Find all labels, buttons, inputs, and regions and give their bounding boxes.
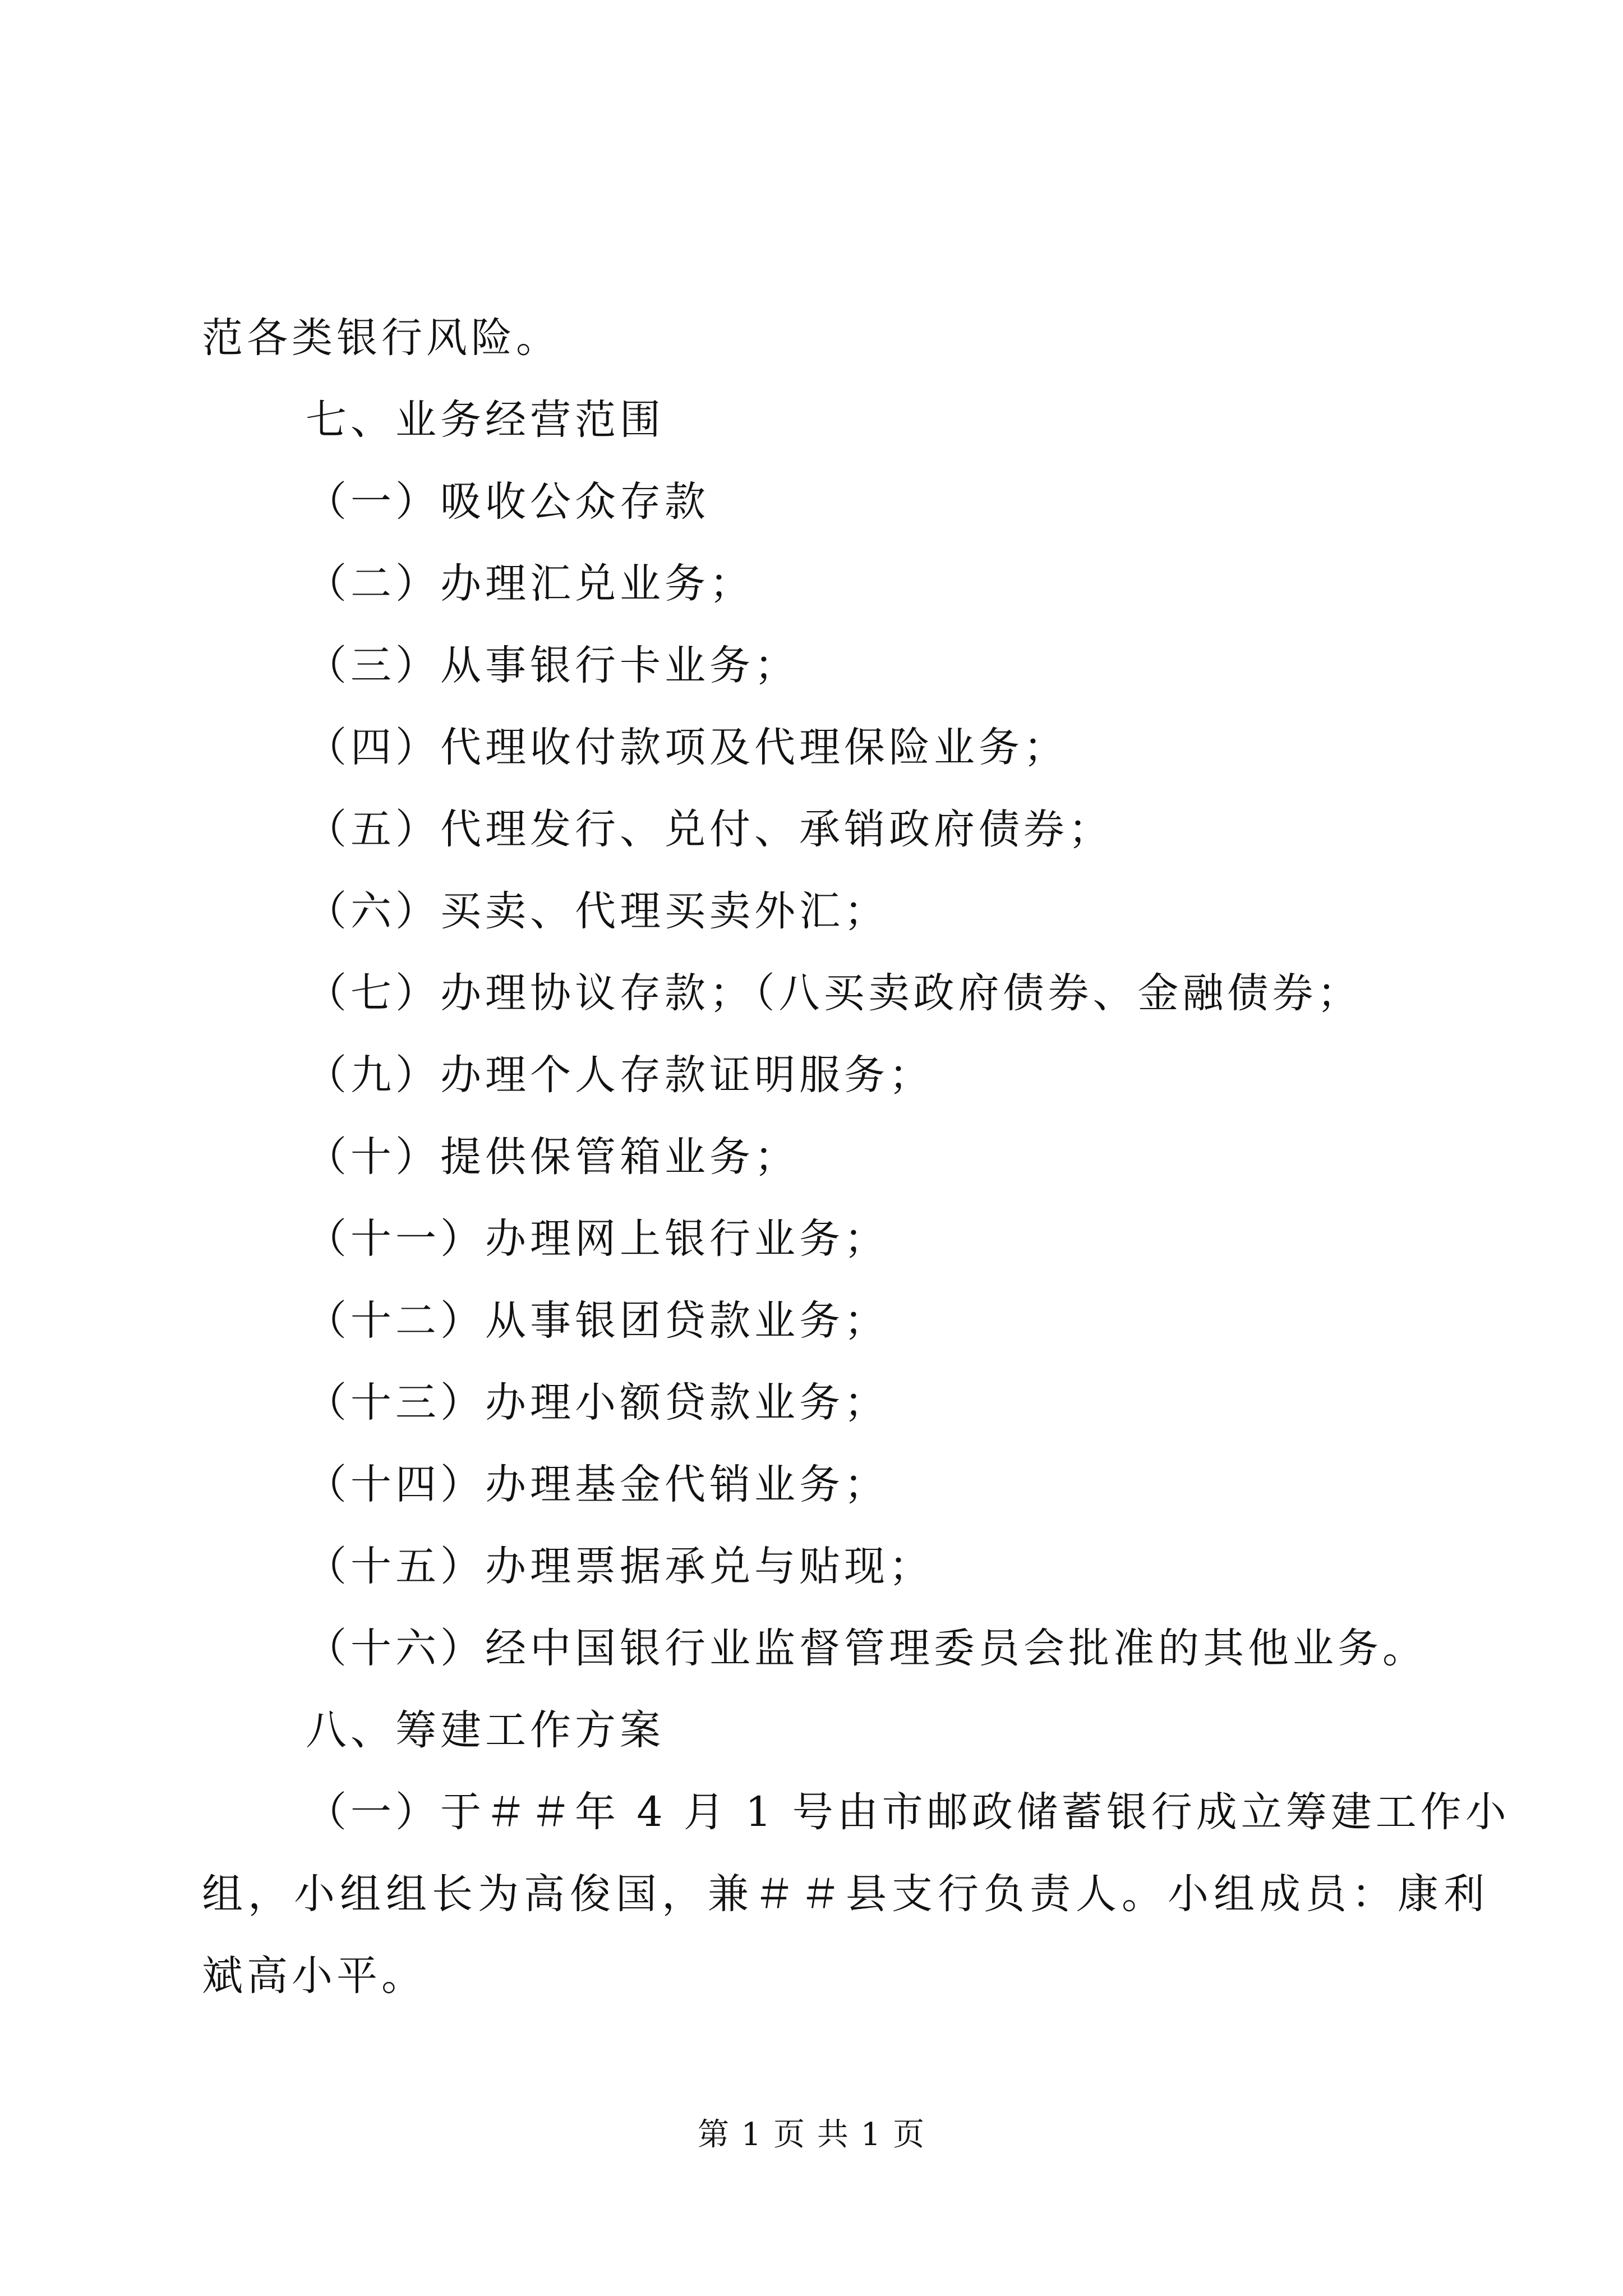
list-item: （二）办理汇兑业务； (306, 560, 754, 608)
paragraph-continuation: 范各类银行风险。 (202, 314, 561, 362)
list-item: （十一）办理网上银行业务； (306, 1215, 889, 1263)
paragraph-line: （一）于＃＃年 4 月 1 号由市邮政储蓄银行成立筹建工作小 (306, 1788, 1510, 1836)
list-item: （七）办理协议存款；（八买卖政府债券、金融债券； (306, 969, 1362, 1017)
list-item: （九）办理个人存款证明服务； (306, 1051, 934, 1099)
paragraph-line: 组，小组组长为高俊国，兼＃＃县支行负责人。小组成员：康利 (202, 1870, 1490, 1918)
list-item: （十六）经中国银行业监督管理委员会批准的其他业务。 (306, 1625, 1427, 1672)
list-item: （十）提供保管箱业务； (306, 1133, 799, 1181)
list-item: （十五）办理票据承兑与贴现； (306, 1543, 934, 1590)
list-item: （十四）办理基金代销业务； (306, 1461, 889, 1508)
list-item: （四）代理收付款项及代理保险业务； (306, 724, 1068, 771)
paragraph-line: 斌高小平。 (202, 1952, 426, 2000)
list-item: （六）买卖、代理买卖外汇； (306, 887, 889, 935)
list-item: （十三）办理小额贷款业务； (306, 1379, 889, 1427)
list-item: （五）代理发行、兑付、承销政府债券； (306, 806, 1113, 853)
page-footer: 第 1 页 共 1 页 (697, 2116, 926, 2153)
section-heading-8: 八、筹建工作方案 (306, 1706, 665, 1754)
list-item: （一）吸收公众存款 (306, 478, 709, 526)
section-heading-7: 七、业务经营范围 (306, 396, 665, 444)
list-item: （十二）从事银团贷款业务； (306, 1297, 889, 1345)
list-item: （三）从事银行卡业务； (306, 642, 799, 689)
